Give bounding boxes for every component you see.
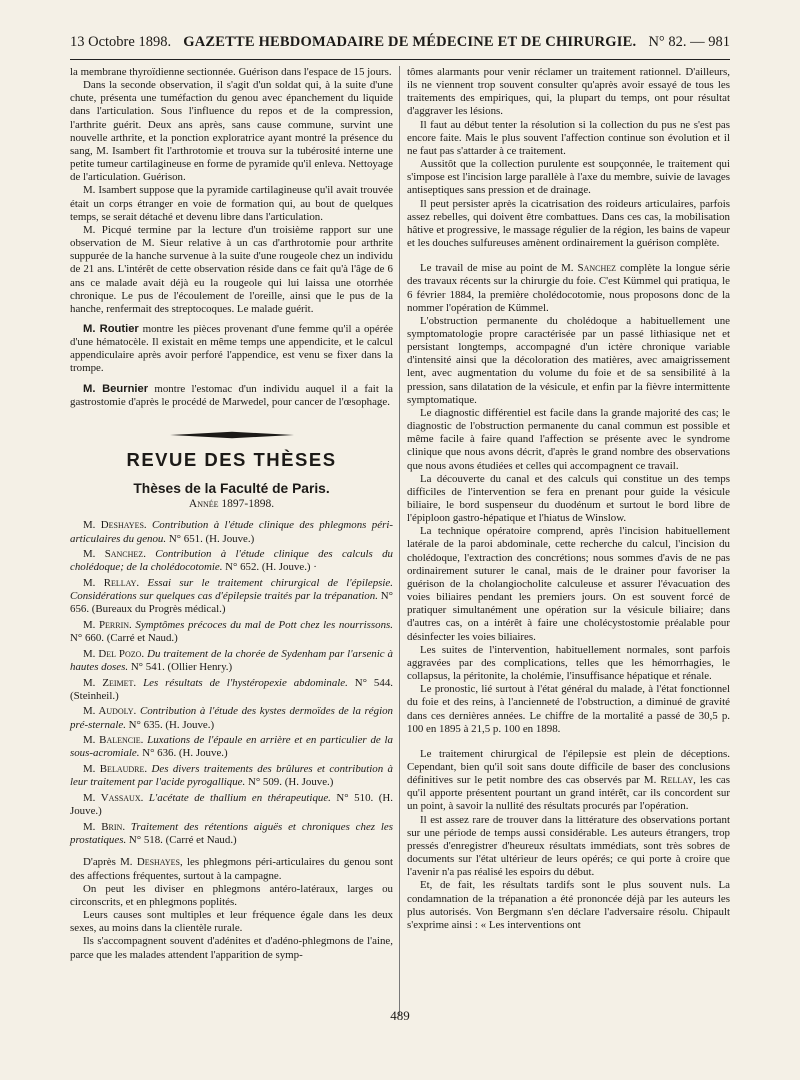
paragraph: La technique opératoire comprend, après l'incision habituellement latérale de la paroi abdominale, cette recherche du calcul, l'incision du cholédoque, l'extraction des concrétions; nous sommes d'avis de ne pas ordinairement suturer le canal, mais de le drainer pour favoriser la guérison de la cholangiocholite calculeuse et assurer l'évacuation des voies biliaires pendant les premiers jours. On est souvent forcé de pratiquer simultanément une opération sur la vésicule biliaire; dans d'autres cas, on a intérêt à faire une cholécystostomie préalable pour désinfecter les voies biliaires. bbox=[407, 525, 730, 643]
paragraph: tômes alarmants pour venir réclamer un traitement rationnel. D'ailleurs, ils ne viennent trop souvent consulter qu'après avoir essayé de tous les traitements des empiriques, qui, la plupart du temps, ont pour résultat d'aggraver les lésions. bbox=[407, 66, 730, 118]
paragraph: L'obstruction permanente du cholédoque a habituellement une symptomatologie propre caractérisée par un passé lithiasique net et persistant longtemps, accompagné d'un ictère chronique variable d'intensité ainsi que la décoloration des matières, avec amaigrissement lent, avec augmentation du volume du foie et de sa sensibilité à la pression, sans dilatation de la vésicule, et enfin par la fièvre intermittente symptomatique. bbox=[407, 314, 730, 406]
paragraph: M. Beurnier montre l'estomac d'un individu auquel il a fait la gastrostomie d'après le procédé de Marwedel, pour cancer de l'œsophage. bbox=[70, 382, 393, 408]
speaker-name: M. Beurnier bbox=[83, 382, 149, 395]
thesis-reference: N° 510. (H. Jouve.) bbox=[70, 791, 393, 817]
thesis-author: M. Rellay. bbox=[83, 577, 140, 589]
paragraph: Ils s'accompagnent souvent d'adénites et d'adéno-phlegmons de l'aine, parce que les malades attendent l'apparition de symp- bbox=[70, 935, 393, 961]
paragraph: Aussitôt que la collection purulente est soupçonnée, le traitement qui s'impose est l'incision large parallèle à l'axe du membre, suivie de lavages antiseptiques sans pression et de drainage. bbox=[407, 158, 730, 197]
thesis-reference: N° 509. (H. Jouve.) bbox=[245, 776, 334, 789]
thesis-entry bbox=[70, 763, 393, 789]
paragraph: On peut les diviser en phlegmons antéro-latéraux, larges ou circonscrits, et en phlegmons poplités. bbox=[70, 882, 393, 908]
thesis-author: M. Zeimet. bbox=[83, 676, 137, 689]
thesis-title: Traitement des rétentions aiguës et chroniques chez les prostatiques. bbox=[70, 820, 393, 846]
thesis-reference: N° 544. (Steinheil.) bbox=[70, 676, 393, 702]
paragraph: Il est assez rare de trouver dans la littérature des observations portant sur une période de temps aussi considérable. Les auteurs étrangers, trop pressés d'enregistrer d'heureux résultats immédiats, sont très sobres de documents sur l'état ultérieur de leurs opérés; ce qui porte à croire que l'avenir n'a pas réalisé les espoirs du début. bbox=[407, 813, 730, 879]
thesis-title: Des divers traitements des brûlures et contribution à leur traitement par l'acide pyrogallique. bbox=[70, 763, 393, 789]
paragraph: M. Picqué termine par la lecture d'un troisième rapport sur une observation de M. Sieur relative à un cas d'arthrotomie pour arthrite suppurée de la hanche survenue à la suite d'une rougeole chez un individu de 21 ans. L'intérêt de cette observation réside dans ce fait qu'à l'âge de 6 ans ce malade avait déjà eu la rougeole qui lui laissa une otorrhée chronique. Le pus de l'écoulement de l'oreille, ainsi que le pus de la hanche, renfermait des streptocoques. Le malade guérit. bbox=[70, 223, 393, 315]
subsection-heading: Thèses de la Faculté de Paris. bbox=[133, 481, 330, 497]
thesis-title: Essai sur le traitement chirurgical de l'épilepsie. Considérations sur quelques cas d'épilepsie traités par la trépanation. bbox=[70, 577, 393, 603]
thesis-entry bbox=[70, 705, 393, 731]
thesis-entry bbox=[70, 821, 393, 847]
thesis-author: M. Perrin. bbox=[83, 618, 132, 631]
thesis-author: M. Deshayes. bbox=[83, 519, 147, 532]
paragraph: Leurs causes sont multiples et leur fréquence égale dans les deux sexes, au moins dans la clientèle rurale. bbox=[70, 909, 393, 935]
left-column bbox=[70, 66, 393, 962]
paragraph: Le travail de mise au point de M. Sanchez complète la longue série des travaux récents sur la chirurgie du foie. C'est Kümmel qui pratiqua, le 6 février 1884, la première cholédocotomie, nous proposons donc de la nommer l'opération de Kümmel. bbox=[407, 262, 730, 314]
paragraph: D'après M. Deshayes, les phlegmons péri-articulaires du genou sont des affections fréquentes, surtout à la campagne. bbox=[70, 856, 393, 882]
right-column bbox=[407, 66, 730, 932]
thesis-reference: N° 651. (H. Jouve.) bbox=[166, 532, 255, 545]
thesis-author: M. Sanchez. bbox=[83, 548, 146, 561]
thesis-reference: N° 656. (Bureaux du Progrès médical.) bbox=[70, 590, 393, 616]
year-heading: Année 1897-1898. bbox=[188, 498, 275, 511]
thesis-title: Contribution à l'étude des kystes dermoïdes de la région pré-sternale. bbox=[70, 705, 393, 731]
thesis-reference: N° 636. (H. Jouve.) bbox=[139, 747, 228, 760]
thesis-reference: N° 635. (H. Jouve.) bbox=[125, 718, 215, 731]
ornament-dash-icon bbox=[170, 431, 294, 439]
paragraph: Dans la seconde observation, il s'agit d'un soldat qui, à la suite d'une chute, présenta une tuméfaction du genou avec épanchement du liquide dans l'articulation. Sous l'influence du repos et de la compression, l'arthrite guérit. Deux ans après, sans cause commune, survint une nouvelle arthrite, et la ponction exploratrice ayant montré la présence du sang, M. Isambert fit l'arthrotomie et trouva sur la tubérosité interne une petite tumeur cartilagineuse en forme de pyramide qu'il enleva. Nettoyage de l'articulation. Guérison. bbox=[70, 79, 393, 184]
theses-list bbox=[70, 519, 393, 847]
paragraph: Il faut au début tenter la résolution si la collection du pus ne s'est pas encore faite. Mais le plus souvent l'affection continue son évolution et il ne faut pas s'attarder à ce traitement. bbox=[407, 118, 730, 157]
paragraph: Et, de fait, les résultats tardifs sont le plus souvent nuls. La condamnation de la trépanation a été prononcée déjà par les auteurs les plus autorisés. Von Bergmann s'en déclare l'adversaire résolu. Chipault s'exprime ainsi : « Les interventions ont bbox=[407, 879, 730, 931]
thesis-entry bbox=[70, 577, 393, 616]
thesis-entry bbox=[70, 519, 393, 545]
thesis-reference: N° 541. (Ollier Henry.) bbox=[128, 660, 233, 673]
thesis-title: L'acétate de thallium en thérapeutique. bbox=[148, 791, 331, 804]
thesis-reference: N° 518. (Carré et Naud.) bbox=[126, 833, 237, 846]
thesis-entry bbox=[70, 734, 393, 760]
header-date: 13 Octobre 1898. bbox=[70, 34, 172, 50]
thesis-entry bbox=[70, 619, 393, 645]
thesis-title: Les résultats de l'hystéropexie abdominale. bbox=[143, 676, 348, 689]
paragraph: la membrane thyroïdienne sectionnée. Guérison dans l'espace de 15 jours. bbox=[70, 66, 392, 78]
journal-title: GAZETTE HEBDOMADAIRE DE MÉDECINE ET DE CHIRURGIE. bbox=[183, 34, 637, 50]
section-heading: REVUE DES THÈSES bbox=[126, 448, 337, 470]
paragraph: Il peut persister après la cicatrisation des roideurs articulaires, parfois assez rebelles, qui doivent être combattues. Dans ces cas, la mobilisation hâtive et progressive, le massage régulier de la région, les bains de vapeur et les douches sulfureuses amènent ordinairement la guérison complète. bbox=[407, 197, 730, 250]
thesis-author: M. Balencie. bbox=[83, 734, 144, 747]
thesis-author: M. Vassaux. bbox=[83, 791, 144, 804]
speaker-name: M. Routier bbox=[83, 322, 139, 335]
thesis-entry bbox=[70, 548, 393, 574]
thesis-title: Contribution à l'étude clinique des phlegmons péri-articulaires du genou. bbox=[70, 519, 393, 545]
page-number: 489 bbox=[390, 1008, 410, 1023]
running-header bbox=[70, 34, 730, 58]
paragraph: Le diagnostic différentiel est facile dans la grande majorité des cas; le diagnostic de l'obstruction permanente du canal commun est possible et même facile à faire quand l'affection se présente avec le syndrome clinique que nous avons décrit, d'après le grand nombre des observations que nous avons étudiées et celles qui accompagnent ce travail. bbox=[407, 406, 730, 472]
thesis-title: Luxations de l'épaule en arrière et en particulier de la sous-acromiale. bbox=[70, 734, 393, 760]
paragraph: M. Routier montre les pièces provenant d'une femme qu'il a opérée d'une hématocèle. Il existait en même temps une appendicite, et le calcul appendiculaire après avoir perforé l'appendice, est venu se fixer dans la trompe. bbox=[70, 322, 393, 375]
paragraph: Le pronostic, lié surtout à l'état général du malade, à l'état fonctionnel du foie et des reins, à l'ancienneté de l'obstruction, a diminué de gravité dans ces dernières années. Le chiffre de la mortalité a passé de 30,5 p. 100 en 1895 à 21,5 p. 100 en 1898. bbox=[407, 683, 730, 735]
thesis-entry bbox=[70, 792, 393, 818]
thesis-title: Contribution à l'étude clinique des calculs du cholédoque; de la cholédocotomie. bbox=[70, 548, 393, 574]
thesis-author: M. Del Pozo. bbox=[83, 647, 145, 660]
paragraph: La découverte du canal et des calculs qui constitue un des temps difficiles de l'intervention se fera en prenant pour guide la vésicule biliaire, le bord suspenseur du duodénum et surtout le bord libre de l'épiploon gastro-hépatique et l'hiatus de Winslow. bbox=[407, 472, 730, 525]
thesis-entry bbox=[70, 677, 393, 703]
paragraph: Les suites de l'intervention, habituellement normales, sont parfois aggravées par des complications, telles que les hémorrhagies, le collapsus, la péritonite, la cholémie, l'insuffisance hépatique et rénale. bbox=[407, 643, 730, 683]
thesis-entry bbox=[70, 648, 393, 674]
header-issue: N° 82. — 981 bbox=[648, 34, 730, 50]
column-divider bbox=[399, 66, 400, 1016]
thesis-title: Symptômes précoces du mal de Pott chez les nourrissons. bbox=[135, 618, 393, 631]
thesis-author: M. Brin. bbox=[83, 820, 126, 833]
thesis-author: M. Audoly. bbox=[83, 705, 137, 718]
header-rule bbox=[70, 59, 730, 60]
thesis-author: M. Belaudre. bbox=[83, 763, 148, 776]
paragraph: M. Isambert suppose que la pyramide cartilagineuse qu'il avait trouvée était un corps étranger en voie de formation qui, au bout de quelques temps, se serait détaché et devenu libre dans l'articulation. bbox=[70, 184, 393, 223]
thesis-reference: N° 660. (Carré et Naud.) bbox=[70, 632, 178, 645]
ornament-rule bbox=[70, 431, 393, 439]
thesis-title: Du traitement de la chorée de Sydenham par l'arsenic à hautes doses. bbox=[70, 647, 393, 673]
paragraph: Le traitement chirurgical de l'épilepsie est plein de déceptions. Cependant, bien qu'il soit sans doute difficile de baser des conclusions définitives sur le petit nombre des cas observés par M. Rellay, les cas qu'il apporte présentent pourtant un grand intérêt, car ils concordent sur un point, à savoir la nullité des résultats procurés par l'opération. bbox=[407, 747, 731, 813]
thesis-reference: N° 652. (H. Jouve.) · bbox=[222, 561, 317, 574]
